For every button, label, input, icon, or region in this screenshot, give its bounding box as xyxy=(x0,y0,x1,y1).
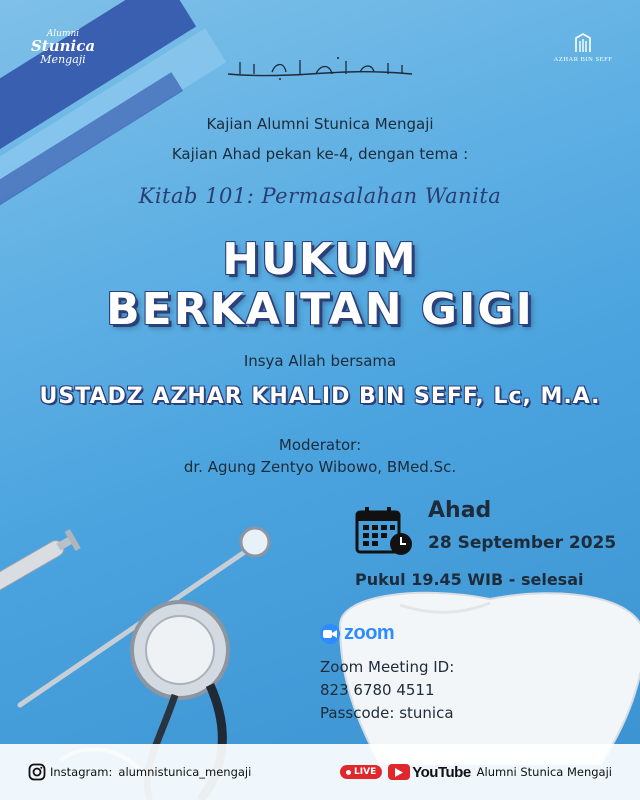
headline-line-2: BERKAITAN GIGI xyxy=(106,284,534,335)
alumni-stunica-logo: Alumni Stunica Mengaji xyxy=(30,29,96,66)
zoom-passcode: Passcode: stunica xyxy=(320,704,454,722)
basmala-calligraphy-icon xyxy=(220,52,420,82)
event-time: Pukul 19.45 WIB - selesai xyxy=(355,570,584,589)
theme-title: Kitab 101: Permasalahan Wanita xyxy=(138,184,502,208)
event-date: 28 September 2025 xyxy=(428,533,617,553)
zoom-meeting-label: Zoom Meeting ID: xyxy=(320,658,455,676)
headline-line-1: HUKUM xyxy=(222,234,418,285)
speaker-name: USTADZ AZHAR KHALID BIN SEFF, Lc, M.A. xyxy=(39,384,601,409)
youtube-play-icon xyxy=(388,764,410,780)
zoom-camera-icon xyxy=(320,624,340,644)
intro-line-1: Kajian Alumni Stunica Mengaji xyxy=(206,115,434,133)
youtube-live-link[interactable] xyxy=(340,764,612,781)
youtube-channel-name: Alumni Stunica Mengaji xyxy=(476,765,612,779)
footer-bar xyxy=(0,744,640,800)
speaker-intro: Insya Allah bersama xyxy=(243,352,397,370)
event-day: Ahad xyxy=(428,498,492,523)
intro-line-2: Kajian Ahad pekan ke-4, dengan tema : xyxy=(171,145,469,163)
azhar-bin-seff-logo: AZHAR BIN SEFF xyxy=(548,32,618,63)
zoom-logo: zoom xyxy=(320,622,394,645)
zoom-details xyxy=(320,656,454,725)
moderator-name: dr. Agung Zentyo Wibowo, BMed.Sc. xyxy=(183,458,457,476)
instagram-icon xyxy=(28,763,46,781)
calendar-icon xyxy=(355,506,413,556)
moderator-label: Moderator: xyxy=(278,436,362,454)
zoom-meeting-id: 823 6780 4511 xyxy=(320,681,435,699)
instagram-link[interactable] xyxy=(28,763,251,781)
live-badge: LIVE xyxy=(340,765,382,779)
abs-monogram-icon xyxy=(573,32,593,54)
instagram-handle: alumnistunica_mengaji xyxy=(118,765,252,779)
instagram-label: Instagram: xyxy=(50,765,113,779)
youtube-logo: YouTube xyxy=(388,764,470,781)
